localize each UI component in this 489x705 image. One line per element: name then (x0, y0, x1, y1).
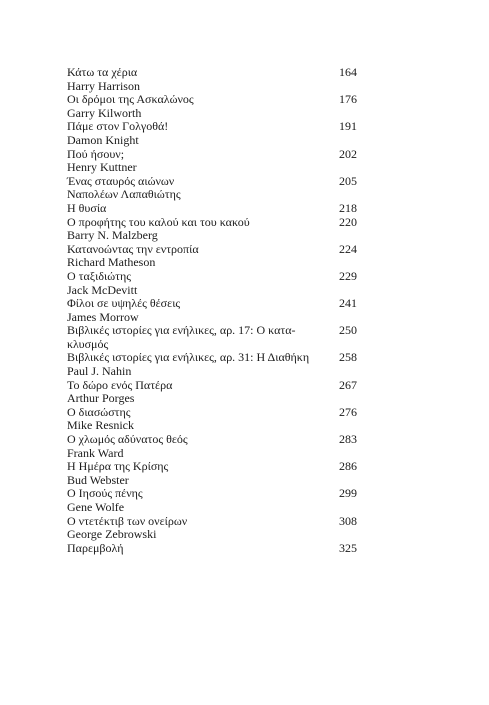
author-name: Harry Harrison (67, 78, 140, 93)
author-name: Jack McDevitt (67, 282, 138, 297)
story-title: Κάτω τα χέρια (67, 65, 138, 79)
author-name: Paul J. Nahin (67, 364, 132, 379)
toc-entry (67, 120, 357, 147)
page-number: 202 (339, 146, 357, 161)
page-number: 164 (339, 65, 357, 79)
page-number: 224 (339, 241, 357, 256)
page-number: 276 (339, 404, 357, 419)
page-number: 308 (339, 513, 357, 528)
page-number: 218 (339, 200, 357, 215)
story-title: Η Ημέρα της Κρίσης (67, 459, 169, 474)
toc-entry (67, 406, 357, 433)
toc-entry (67, 202, 357, 216)
toc-entry (67, 93, 357, 120)
author-name: Damon Knight (67, 132, 139, 147)
author-name: Ναπολέων Λαπαθιώτης (67, 187, 181, 202)
toc-entry (67, 460, 357, 487)
author-name: Garry Kilworth (67, 105, 142, 120)
story-title: Ο προφήτης του καλού και του κακού (67, 214, 250, 229)
story-title: Βιβλικές ιστορίες για ενήλικες, αρ. 31: Η Διαθήκη (67, 350, 310, 365)
page-number: 299 (339, 486, 357, 501)
page-number: 258 (339, 350, 357, 365)
toc-entry (67, 297, 357, 324)
toc-entry (67, 324, 357, 351)
toc-entry (67, 542, 357, 556)
story-title: Ο Ιησούς πένης (67, 486, 143, 501)
page-number: 205 (339, 173, 357, 188)
story-title: Ο ντετέκτιβ των ονείρων (67, 513, 188, 528)
toc-entry (67, 433, 357, 460)
author-name: Henry Kuttner (67, 160, 137, 175)
story-title: Ένας σταυρός αιώνων (67, 173, 175, 188)
story-title: κλυσμός (67, 336, 109, 351)
toc-entry (67, 243, 357, 270)
author-name: George Zebrowski (67, 527, 157, 542)
story-title: Ο χλωμός αδύνατος θεός (67, 432, 188, 447)
author-name: Frank Ward (67, 445, 124, 460)
author-name: Bud Webster (67, 472, 129, 487)
author-name: James Morrow (67, 309, 139, 324)
story-title: Βιβλικές ιστορίες για ενήλικες, αρ. 17: Ο κατα- (67, 323, 296, 338)
page-number: 191 (339, 119, 357, 134)
toc-entry (67, 66, 357, 93)
story-title: Παρεμβολή (67, 540, 124, 555)
toc-entry (67, 175, 357, 202)
toc-entry (67, 148, 357, 175)
toc-entry (67, 379, 357, 406)
toc-entry (67, 216, 357, 243)
author-name: Arthur Porges (67, 391, 135, 406)
author-name: Mike Resnick (67, 418, 134, 433)
toc-entry (67, 487, 357, 514)
page-number: 176 (339, 92, 357, 107)
page-number: 250 (339, 323, 357, 338)
story-title: Κατανοώντας την εντροπία (67, 241, 199, 256)
page-number: 286 (339, 459, 357, 474)
table-of-contents (67, 66, 357, 555)
author-name: Barry N. Malzberg (67, 228, 158, 243)
story-title: Πού ήσουν; (67, 146, 125, 161)
toc-entry (67, 515, 357, 542)
toc-entry (67, 270, 357, 297)
page-number: 229 (339, 268, 357, 283)
author-name: Richard Matheson (67, 255, 156, 270)
story-title: Το δώρο ενός Πατέρα (67, 377, 173, 392)
story-title: Η θυσία (67, 200, 107, 215)
story-title: Ο ταξιδιώτης (67, 268, 131, 283)
toc-entry (67, 351, 357, 378)
page-number: 241 (339, 296, 357, 311)
story-title: Ο διασώστης (67, 404, 131, 419)
story-title: Πάμε στον Γολγοθά! (67, 119, 169, 134)
page-number: 325 (339, 540, 357, 555)
page-number: 220 (339, 214, 357, 229)
story-title: Φίλοι σε υψηλές θέσεις (67, 296, 181, 311)
story-title: Οι δρόμοι της Ασκαλώνος (67, 92, 194, 107)
page-number: 283 (339, 432, 357, 447)
page-number: 267 (339, 377, 357, 392)
author-name: Gene Wolfe (67, 500, 125, 514)
